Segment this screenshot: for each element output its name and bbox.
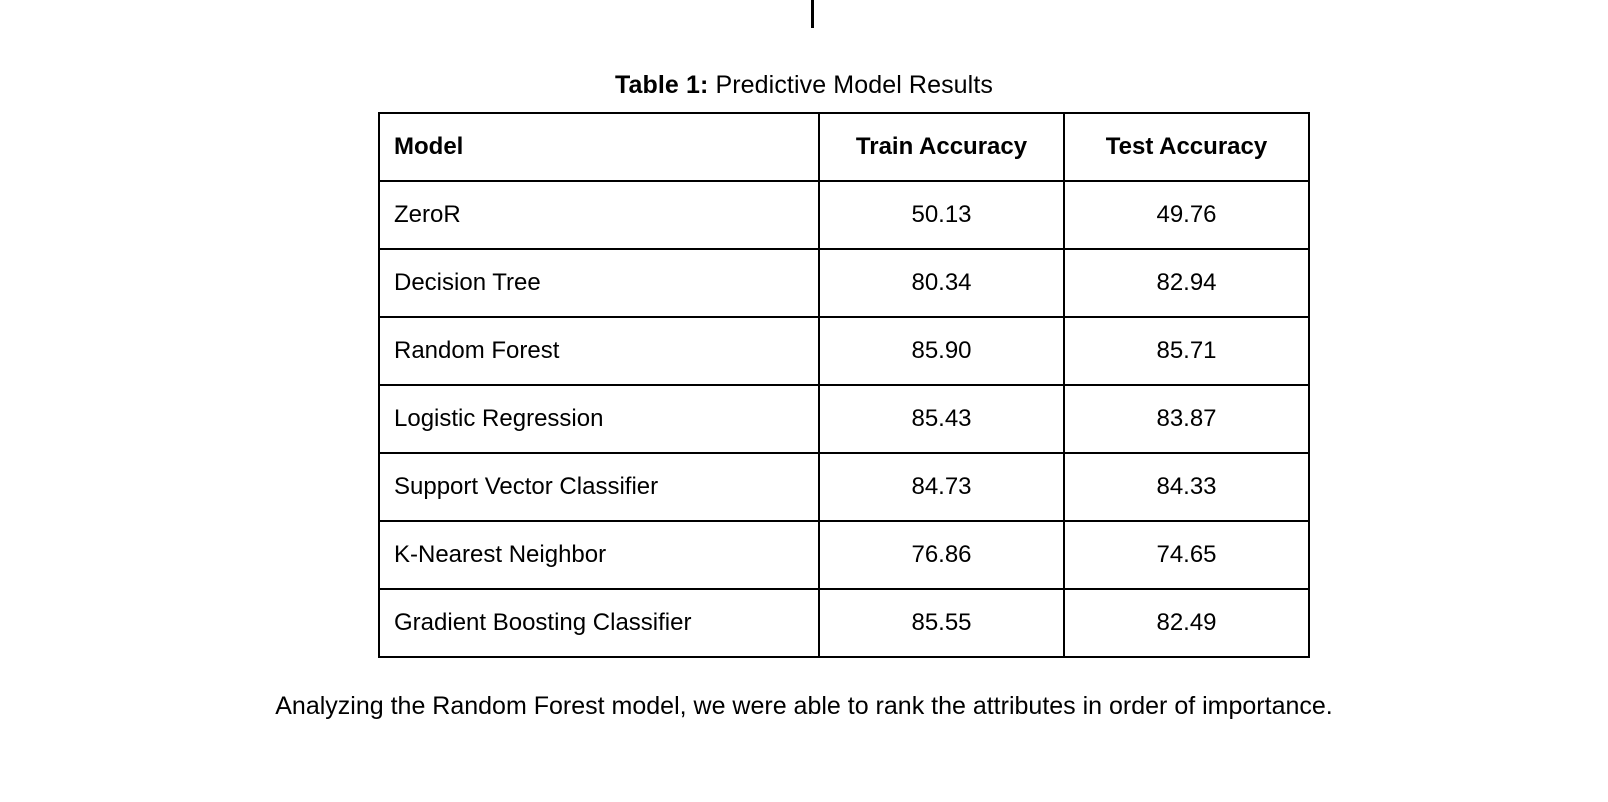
cell-model: Support Vector Classifier: [379, 453, 819, 521]
cell-train-accuracy: 85.90: [819, 317, 1064, 385]
cell-model: K-Nearest Neighbor: [379, 521, 819, 589]
table-row: [379, 317, 1309, 385]
cell-test-accuracy: 49.76: [1064, 181, 1309, 249]
table-row: [379, 521, 1309, 589]
cell-train-accuracy: 76.86: [819, 521, 1064, 589]
cell-test-accuracy: 82.94: [1064, 249, 1309, 317]
table-caption-label: Table 1:: [615, 71, 709, 99]
table-row: [379, 453, 1309, 521]
cell-model: Logistic Regression: [379, 385, 819, 453]
table-row: [379, 589, 1309, 657]
results-table-header: [379, 113, 1309, 181]
table-caption: [0, 70, 1608, 100]
cell-train-accuracy: 80.34: [819, 249, 1064, 317]
column-header-train-accuracy: Train Accuracy: [819, 113, 1064, 181]
cell-train-accuracy: 85.55: [819, 589, 1064, 657]
cell-model: Gradient Boosting Classifier: [379, 589, 819, 657]
cell-test-accuracy: 82.49: [1064, 589, 1309, 657]
results-table: [378, 112, 1310, 658]
page-tick-mark: [811, 0, 814, 28]
table-row: [379, 385, 1309, 453]
table-caption-text: Predictive Model Results: [715, 71, 993, 99]
cell-test-accuracy: 83.87: [1064, 385, 1309, 453]
table-row: [379, 249, 1309, 317]
table-header-row: [379, 113, 1309, 181]
column-header-model: Model: [379, 113, 819, 181]
results-table-container: [378, 112, 1288, 658]
column-header-test-accuracy: Test Accuracy: [1064, 113, 1309, 181]
cell-train-accuracy: 50.13: [819, 181, 1064, 249]
table-row: [379, 181, 1309, 249]
cell-model: ZeroR: [379, 181, 819, 249]
cell-test-accuracy: 84.33: [1064, 453, 1309, 521]
cell-test-accuracy: 85.71: [1064, 317, 1309, 385]
body-paragraph: Analyzing the Random Forest model, we were able to rank the attributes in order of importance.: [275, 692, 1333, 720]
cell-train-accuracy: 84.73: [819, 453, 1064, 521]
cell-test-accuracy: 74.65: [1064, 521, 1309, 589]
cell-model: Random Forest: [379, 317, 819, 385]
cell-train-accuracy: 85.43: [819, 385, 1064, 453]
cell-model: Decision Tree: [379, 249, 819, 317]
results-table-body: [379, 181, 1309, 657]
